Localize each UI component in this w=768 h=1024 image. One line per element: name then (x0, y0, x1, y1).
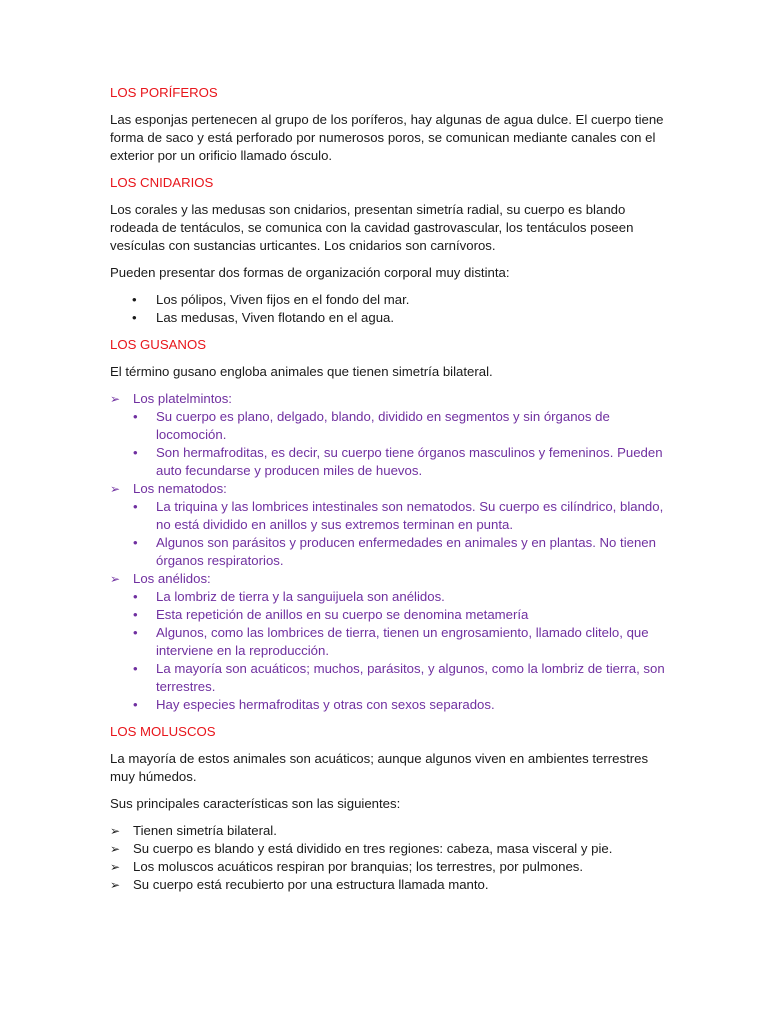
section-heading-moluscos: LOS MOLUSCOS (110, 724, 216, 739)
bullet-dot-icon: • (133, 409, 138, 424)
list-item-text: Esta repetición de anillos en su cuerpo se denomina metamería (156, 607, 529, 622)
bullet-dot-icon: • (133, 661, 138, 676)
list-item (133, 498, 670, 534)
list-item (133, 696, 670, 714)
list-item-text: La mayoría son acuáticos; muchos, parásitos, y algunos, como la lombriz de tierra, son terrestres. (156, 661, 665, 694)
arrowhead-bullet-icon: ➢ (110, 392, 121, 406)
list-item-text: La lombriz de tierra y la sanguijuela son anélidos. (156, 589, 445, 604)
group-anelidos (110, 570, 670, 714)
paragraph-moluscos: La mayoría de estos animales son acuáticos; aunque algunos viven en ambientes terrestres muy húmedos. (110, 751, 649, 784)
group-platelmintos (110, 390, 670, 480)
paragraph-moluscos-features: Sus principales características son las siguientes: (110, 796, 401, 811)
list-item (133, 444, 670, 480)
list-item-text: Su cuerpo es blando y está dividido en tres regiones: cabeza, masa visceral y pie. (133, 841, 613, 856)
bullet-dot-icon: • (132, 310, 137, 325)
list-item-text: Su cuerpo es plano, delgado, blando, dividido en segmentos y sin órganos de locomoción. (156, 409, 610, 442)
list-item-text: Su cuerpo está recubierto por una estructura llamada manto. (133, 877, 489, 892)
group-title: Los anélidos: (133, 571, 211, 586)
arrowhead-bullet-icon: ➢ (110, 860, 121, 874)
list-item (133, 606, 670, 624)
arrowhead-bullet-icon: ➢ (110, 572, 121, 586)
arrowhead-bullet-icon: ➢ (110, 878, 121, 892)
bullet-dot-icon: • (133, 607, 138, 622)
paragraph-poriferos: Las esponjas pertenecen al grupo de los poríferos, hay algunas de agua dulce. El cuerpo tiene forma de saco y está perforado por numerosos poros, se comunican mediante canales con el exterior por un orificio llamado ósculo. (110, 112, 664, 163)
list-item-text: Las medusas, Viven flotando en el agua. (156, 310, 395, 325)
bullet-dot-icon: • (133, 499, 138, 514)
paragraph-gusanos: El término gusano engloba animales que tienen simetría bilateral. (110, 364, 493, 379)
section-heading-cnidarios: LOS CNIDARIOS (110, 175, 214, 190)
list-item-text: La triquina y las lombrices intestinales son nematodos. Su cuerpo es cilíndrico, blando, no está dividido en anillos y sus extremos terminan en punta. (156, 499, 664, 532)
group-items-list (133, 588, 670, 714)
list-item (110, 291, 670, 309)
bullet-dot-icon: • (133, 589, 138, 604)
list-item (110, 876, 670, 894)
list-item-text: Los pólipos, Viven fijos en el fondo del mar. (156, 292, 410, 307)
bullet-dot-icon: • (132, 292, 137, 307)
list-item (110, 822, 670, 840)
list-item-text: Los moluscos acuáticos respiran por branquias; los terrestres, por pulmones. (133, 859, 584, 874)
list-item-text: Hay especies hermafroditas y otras con sexos separados. (156, 697, 495, 712)
list-item (133, 624, 670, 660)
group-title: Los nematodos: (133, 481, 227, 496)
bullet-dot-icon: • (133, 697, 138, 712)
section-heading-poriferos: LOS PORÍFEROS (110, 85, 218, 100)
list-item (133, 534, 670, 570)
list-item-text: Algunos son parásitos y producen enfermedades en animales y en plantas. No tienen órganos respiratorios. (156, 535, 656, 568)
list-item (110, 858, 670, 876)
arrowhead-bullet-icon: ➢ (110, 824, 121, 838)
list-item (133, 660, 670, 696)
document-body (110, 84, 670, 903)
bullet-dot-icon: • (133, 625, 138, 640)
section-heading-gusanos: LOS GUSANOS (110, 337, 207, 352)
list-item (110, 309, 670, 327)
list-item-text: Tienen simetría bilateral. (133, 823, 277, 838)
paragraph-cnidarios: Los corales y las medusas son cnidarios, presentan simetría radial, su cuerpo es blando rodeada de tentáculos, se comunica con la cavidad gastrovascular, los tentáculos poseen vesículas con sustancias urticantes. Los cnidarios son carnívoros. (110, 202, 634, 253)
bullet-dot-icon: • (133, 535, 138, 550)
cnidarios-forms-list (110, 291, 670, 327)
list-item (110, 840, 670, 858)
group-items-list (133, 408, 670, 480)
group-title: Los platelmintos: (133, 391, 232, 406)
group-items-list (133, 498, 670, 570)
list-item-text: Son hermafroditas, es decir, su cuerpo tiene órganos masculinos y femeninos. Pueden auto fecundarse y producen miles de huevos. (156, 445, 663, 478)
moluscos-features-list (110, 822, 670, 894)
arrowhead-bullet-icon: ➢ (110, 482, 121, 496)
bullet-dot-icon: • (133, 445, 138, 460)
list-item-text: Algunos, como las lombrices de tierra, tienen un engrosamiento, llamado clitelo, que interviene en la reproducción. (156, 625, 649, 658)
list-item (133, 408, 670, 444)
arrowhead-bullet-icon: ➢ (110, 842, 121, 856)
gusanos-groups-list (110, 390, 670, 714)
group-nematodos (110, 480, 670, 570)
list-item (133, 588, 670, 606)
paragraph-cnidarios-forms: Pueden presentar dos formas de organización corporal muy distinta: (110, 265, 510, 280)
